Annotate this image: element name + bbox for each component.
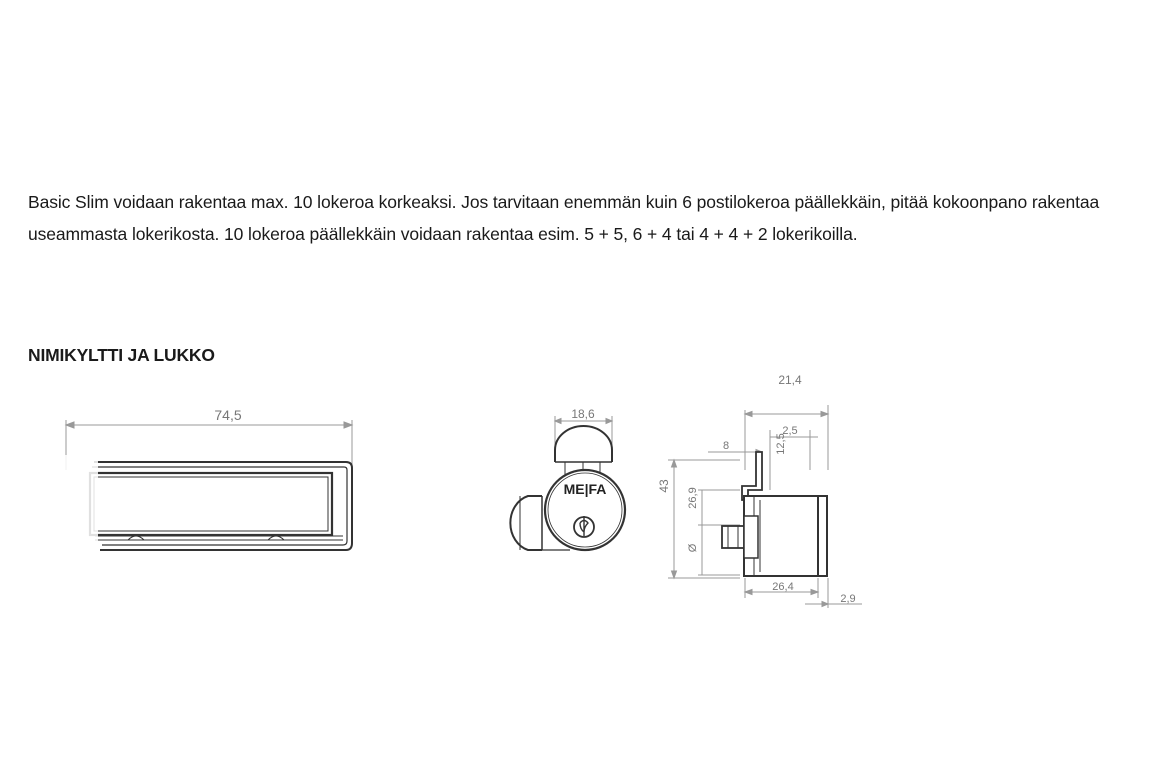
lock-front-drawing <box>510 407 625 550</box>
dim-diameter-label: Ø <box>687 543 699 553</box>
dim-flange-label: 2,9 <box>840 593 856 605</box>
dim-height-label: 43 <box>657 479 671 493</box>
dim-tab-label: 2,5 <box>782 425 798 437</box>
dim-total-depth-label: 21,4 <box>778 373 802 387</box>
dim-offset-label: 8 <box>722 440 730 452</box>
section-heading: NIMIKYLTTI JA LUKKO <box>28 345 215 365</box>
lock-side-drawing <box>657 373 862 608</box>
dim-tab-height-label: 12,5 <box>775 433 787 455</box>
dim-body-label: 26,4 <box>772 581 794 593</box>
lock-brand: ME|FA <box>563 481 607 497</box>
lock-front-width-label: 18,6 <box>571 407 595 421</box>
nameplate-drawing <box>60 407 352 565</box>
nameplate-width-label: 74,5 <box>214 407 242 423</box>
dim-inner-height-label: 26,9 <box>687 487 699 509</box>
intro-paragraph: Basic Slim voidaan rakentaa max. 10 lokeroa korkeaksi. Jos tarvitaan enemmän kuin 6 postilokeroa päällekkäin, pitää kokoonpano rakentaa useammasta lokerikosta. 10 lokeroa päällekkäin voidaan rakentaa esim. 5 + 5, 6 + 4 tai 4 + 4 + 2 lokerikoilla. <box>28 192 1100 244</box>
lock-side-body <box>722 452 827 576</box>
